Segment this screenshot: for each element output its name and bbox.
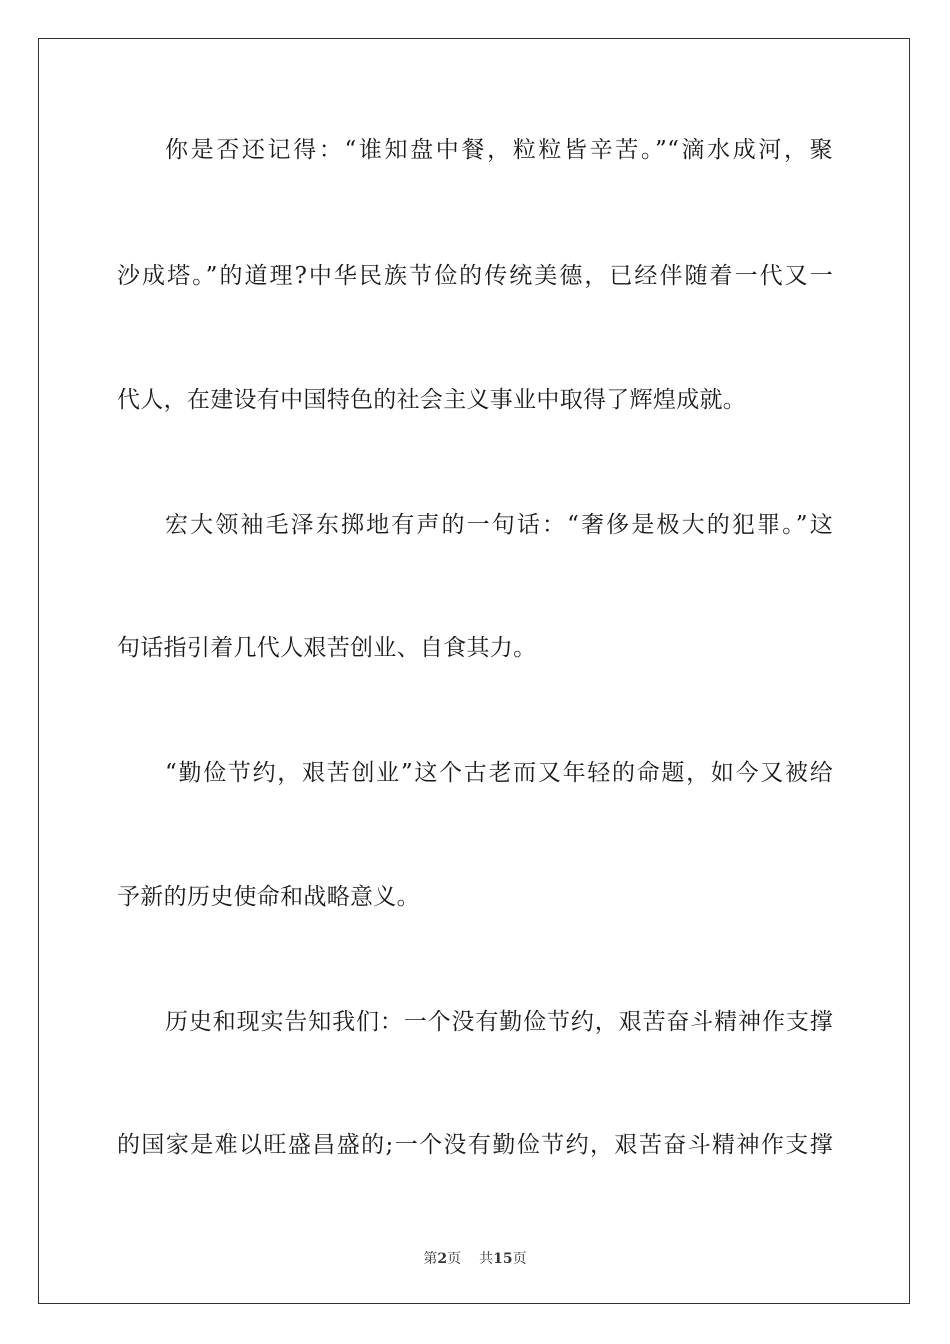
paragraph-4-line-2: 的国家是难以旺盛昌盛的;一个没有勤俭节约，艰苦奋斗精神作支撑 bbox=[117, 1132, 833, 1158]
page-border bbox=[38, 38, 910, 1304]
footer-total-suffix: 页 bbox=[512, 1251, 527, 1267]
footer-page-suffix: 页 bbox=[447, 1251, 462, 1267]
footer-page-number: 2 bbox=[437, 1251, 448, 1267]
footer-total-prefix: 共 bbox=[479, 1251, 494, 1267]
footer-page-prefix: 第 bbox=[423, 1251, 438, 1267]
paragraph-1-line-3: 代人，在建设有中国特色的社会主义事业中取得了辉煌成就。 bbox=[117, 387, 747, 413]
paragraph-2-line-1: 宏大领袖毛泽东掷地有声的一句话：“奢侈是极大的犯罪。”这 bbox=[165, 512, 833, 538]
paragraph-1-line-1: 你是否还记得：“谁知盘中餐，粒粒皆辛苦。”“滴水成河，聚 bbox=[165, 137, 833, 163]
paragraph-4-line-1: 历史和现实告知我们：一个没有勤俭节约，艰苦奋斗精神作支撑 bbox=[165, 1009, 833, 1035]
paragraph-1-line-2: 沙成塔。”的道理?中华民族节俭的传统美德，已经伴随着一代又一 bbox=[117, 263, 833, 289]
paragraph-3-line-2: 予新的历史使命和战略意义。 bbox=[117, 884, 420, 910]
footer-total-pages: 15 bbox=[493, 1251, 513, 1267]
paragraph-3-line-1: “勤俭节约，艰苦创业”这个古老而又年轻的命题，如今又被给 bbox=[165, 760, 833, 786]
paragraph-2-line-2: 句话指引着几代人艰苦创业、自食其力。 bbox=[117, 635, 537, 661]
page-footer bbox=[0, 1248, 950, 1268]
